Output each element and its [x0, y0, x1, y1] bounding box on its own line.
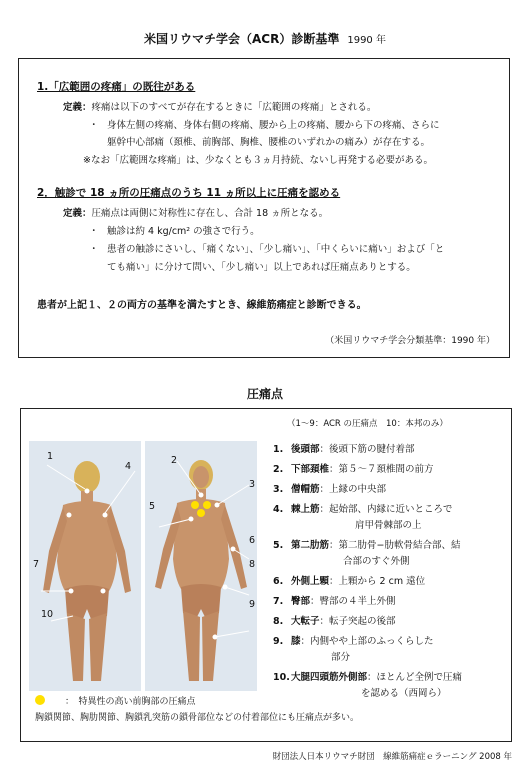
page-title: [0, 30, 530, 47]
section1-definition: [63, 99, 376, 113]
back-body-illustration: [29, 441, 141, 691]
point-item-9-cont: 部分: [331, 652, 351, 663]
yellow-note-text: 胸鎖関節、胸肋関節、胸鎖乳突筋の鎖骨部位などの付着部位にも圧痛点が多い。: [35, 713, 360, 723]
yellow-dot-icon: [35, 695, 45, 705]
section2-bullet2-line2: ても痛い」に分けて問い、「少し痛い」以上であれば圧痛点ありとする。: [107, 262, 416, 273]
section1-bullet-line2: 躯幹中心部痛（頚椎、前胸部、胸椎、腰椎のいずれかの痛み）が存在する。: [107, 137, 431, 148]
section2-bullet1: 触診は約 4 kg/cm² の強さで行う。: [107, 226, 260, 237]
point-item-7: 7. 臀部：臀部の４半上外側: [273, 596, 396, 607]
tender-points-title: 圧痛点: [246, 387, 283, 401]
criteria-box: [18, 58, 510, 358]
point-item-4-cont: 肩甲骨棘部の上: [355, 520, 422, 531]
back-label-4: 4: [125, 461, 132, 472]
front-view-figure: [145, 441, 257, 691]
point-item-4: 4. 棘上筋：起始部、内縁に近いところで: [273, 504, 453, 515]
point-item-5-cont: 合部のすぐ外側: [343, 556, 410, 567]
footer-credit: 財団法人日本リウマチ財団 線維筋痛症ｅラーニング 2008 年: [272, 752, 512, 762]
bullet-dot: ・: [89, 226, 99, 237]
section1-def-text: 疼痛は以下のすべてが存在するときに「広範囲の疼痛」とされる。: [91, 102, 377, 113]
point-item-9: 9. 膝：内側やや上部のふっくらした: [273, 636, 434, 647]
point-item-3: 3. 僧帽筋：上縁の中央部: [273, 484, 387, 495]
tender-points-box: [20, 408, 512, 742]
point-item-5: 5. 第二肋筋：第二肋骨−肋軟骨結合部、結: [273, 540, 461, 551]
section2-definition: [63, 205, 328, 219]
back-view-figure: [29, 441, 141, 691]
conclusion-text: 患者が上記１、２の両方の基準を満たすとき、線維筋痛症と診断できる。: [37, 300, 367, 311]
front-label-9: 9: [249, 599, 256, 610]
point-item-10-cont: を認める（西岡ら）: [361, 688, 447, 699]
front-label-3: 3: [249, 479, 256, 490]
yellow-legend-text: ： 特異性の高い前胸部の圧痛点: [65, 697, 196, 707]
bullet-dot: ・: [89, 120, 99, 131]
point-item-8: 8. 大転子：転子突起の後部: [273, 616, 396, 627]
point-item-1: 1. 後頭部：後頭下筋の腱付着部: [273, 444, 415, 455]
section1-def-label: 定義：: [63, 102, 92, 113]
section2-def-text: 圧痛点は両側に対称性に存在し、合計 18 ヵ所となる。: [91, 208, 329, 219]
back-label-10: 10: [41, 609, 54, 620]
front-label-8: 8: [249, 559, 256, 570]
front-label-5: 5: [149, 501, 156, 512]
front-label-2: 2: [171, 455, 178, 466]
title-text: 米国リウマチ学会（ACR）診断基準: [144, 32, 340, 46]
section1-bullet-line1: 身体左側の疼痛、身体右側の疼痛、腰から上の疼痛、腰から下の疼痛、さらに: [107, 120, 440, 131]
front-body-illustration: [145, 441, 257, 691]
section2-heading: 2．触診で 18 ヵ所の圧痛点のうち 11 ヵ所以上に圧痛を認める: [37, 187, 341, 199]
front-label-6: 6: [249, 535, 256, 546]
point-item-2: 2. 下部頚椎：第５～７頚椎間の前方: [273, 464, 434, 475]
point-item-10: 10.大腿四頭筋外側部：ほとんど全例で圧痛: [273, 672, 463, 683]
section1-note: ※なお「広範囲な疼痛」は、少なくとも３ヵ月持続、ないし再発する必要がある。: [83, 155, 433, 166]
section1-heading: 1.「広範囲の疼痛」の既往がある: [37, 81, 196, 93]
bullet-dot: ・: [89, 244, 99, 255]
point-item-6: 6. 外側上顆：上顆から 2 cm 遠位: [273, 576, 426, 587]
back-label-1: 1: [47, 451, 54, 462]
section2-def-label: 定義：: [63, 208, 92, 219]
back-label-7: 7: [33, 559, 40, 570]
tender-points-legend: （1～9：ACR の圧痛点 10：本邦のみ）: [287, 419, 448, 429]
section2-bullet2-line1: 患者の触診にさいし、「痛くない」、「少し痛い」、「中くらいに痛い」および「と: [107, 244, 445, 255]
criteria-source: （米国リウマチ学会分類基準：1990 年）: [325, 336, 495, 346]
title-year: 1990 年: [347, 35, 386, 46]
